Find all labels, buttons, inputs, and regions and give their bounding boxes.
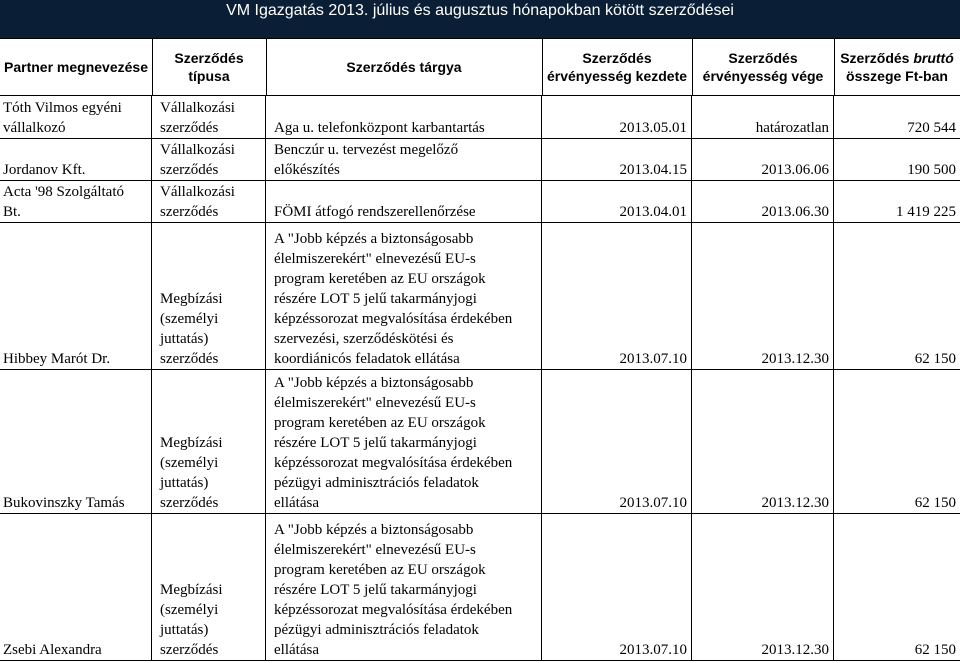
header-amount (834, 39, 960, 95)
cell-subject: A "Jobb képzés a biztonságosabb élelmiszerekért" elnevezésű EU-s program keretében az EU országok részére LOT 5 jelű takarmányjogi képzéssorozat megvalósítása érdekében szervezési, szerződéskötési és koordiánicós feladatok ellátása (266, 223, 542, 369)
header-subject: Szerződés tárgya (266, 39, 543, 95)
cell-amount: 1 419 225 (896, 204, 956, 220)
cell-partner: Acta '98 Szolgáltató Bt. (0, 181, 152, 222)
cell-type: Vállalkozási szerződés (152, 95, 266, 138)
cell-subject: A "Jobb képzés a biztonságosabb élelmiszerekért" elnevezésű EU-s program keretében az EU országok részére LOT 5 jelű takarmányjogi képzéssorozat megvalósítása érdekében pézügyi adminisztrációs feladatok ellátása (266, 514, 542, 660)
table-row (0, 370, 960, 514)
cell-partner: Zsebi Alexandra (0, 514, 152, 660)
banner-title: VM Igazgatás 2013. július és augusztus hónapokban kötött szerződései (226, 2, 734, 19)
cell-amount: 720 544 (907, 120, 956, 136)
cell-start: 2013.07.10 (542, 223, 692, 369)
cell-end: határozatlan (692, 95, 834, 138)
cell-amount: 190 500 (907, 162, 956, 178)
table-row (0, 223, 960, 370)
cell-end: 2013.12.30 (692, 370, 834, 513)
cell-amount: 62 150 (914, 351, 956, 367)
cell-subject: Aga u. telefonközpont karbantartás (266, 95, 542, 138)
cell-end: 2013.06.06 (692, 139, 834, 180)
cell-type: Vállalkozási szerződés (152, 139, 266, 180)
header-partner: Partner megnevezése (0, 39, 153, 95)
cell-start: 2013.04.01 (542, 181, 692, 222)
cell-start: 2013.04.15 (542, 139, 692, 180)
cell-amount: 62 150 (914, 495, 956, 511)
header-type: Szerződés típusa (152, 39, 267, 95)
page-banner (0, 0, 960, 38)
table-row (0, 139, 960, 181)
cell-subject: Benczúr u. tervezést megelőző előkészítés (266, 139, 542, 180)
table-row (0, 181, 960, 223)
cell-subject: FÖMI átfogó rendszerellenőrzése (266, 181, 542, 222)
cell-amount: 62 150 (914, 642, 956, 658)
cell-type: Megbízási (személyi juttatás) szerződés (152, 370, 266, 513)
cell-start: 2013.05.01 (542, 95, 692, 138)
table-header (0, 38, 960, 96)
cell-partner: Tóth Vilmos egyéni vállalkozó (0, 95, 152, 138)
cell-end: 2013.06.30 (692, 181, 834, 222)
header-amount-gross: bruttó (913, 50, 954, 66)
cell-partner: Bukovinszky Tamás (0, 370, 152, 513)
table-row (0, 514, 960, 661)
cell-subject: A "Jobb képzés a biztonságosabb élelmiszerekért" elnevezésű EU-s program keretében az EU országok részére LOT 5 jelű takarmányjogi képzéssorozat megvalósítása érdekében pézügyi adminisztrációs feladatok ellátása (266, 370, 542, 513)
cell-type: Vállalkozási szerződés (152, 181, 266, 222)
cell-partner: Jordanov Kft. (0, 139, 152, 180)
cell-type: Megbízási (személyi juttatás) szerződés (152, 514, 266, 660)
cell-end: 2013.12.30 (692, 514, 834, 660)
cell-type: Megbízási (személyi juttatás) szerződés (152, 223, 266, 369)
table-row (0, 95, 960, 139)
header-amount-unit: összege Ft-ban (846, 68, 948, 84)
cell-start: 2013.07.10 (542, 370, 692, 513)
header-amount-label: Szerződés (840, 50, 914, 66)
header-start: Szerződés érvényesség kezdete (542, 39, 693, 95)
cell-partner: Hibbey Marót Dr. (0, 223, 152, 369)
header-end: Szerződés érvényesség vége (692, 39, 835, 95)
cell-end: 2013.12.30 (692, 223, 834, 369)
cell-start: 2013.07.10 (542, 514, 692, 660)
